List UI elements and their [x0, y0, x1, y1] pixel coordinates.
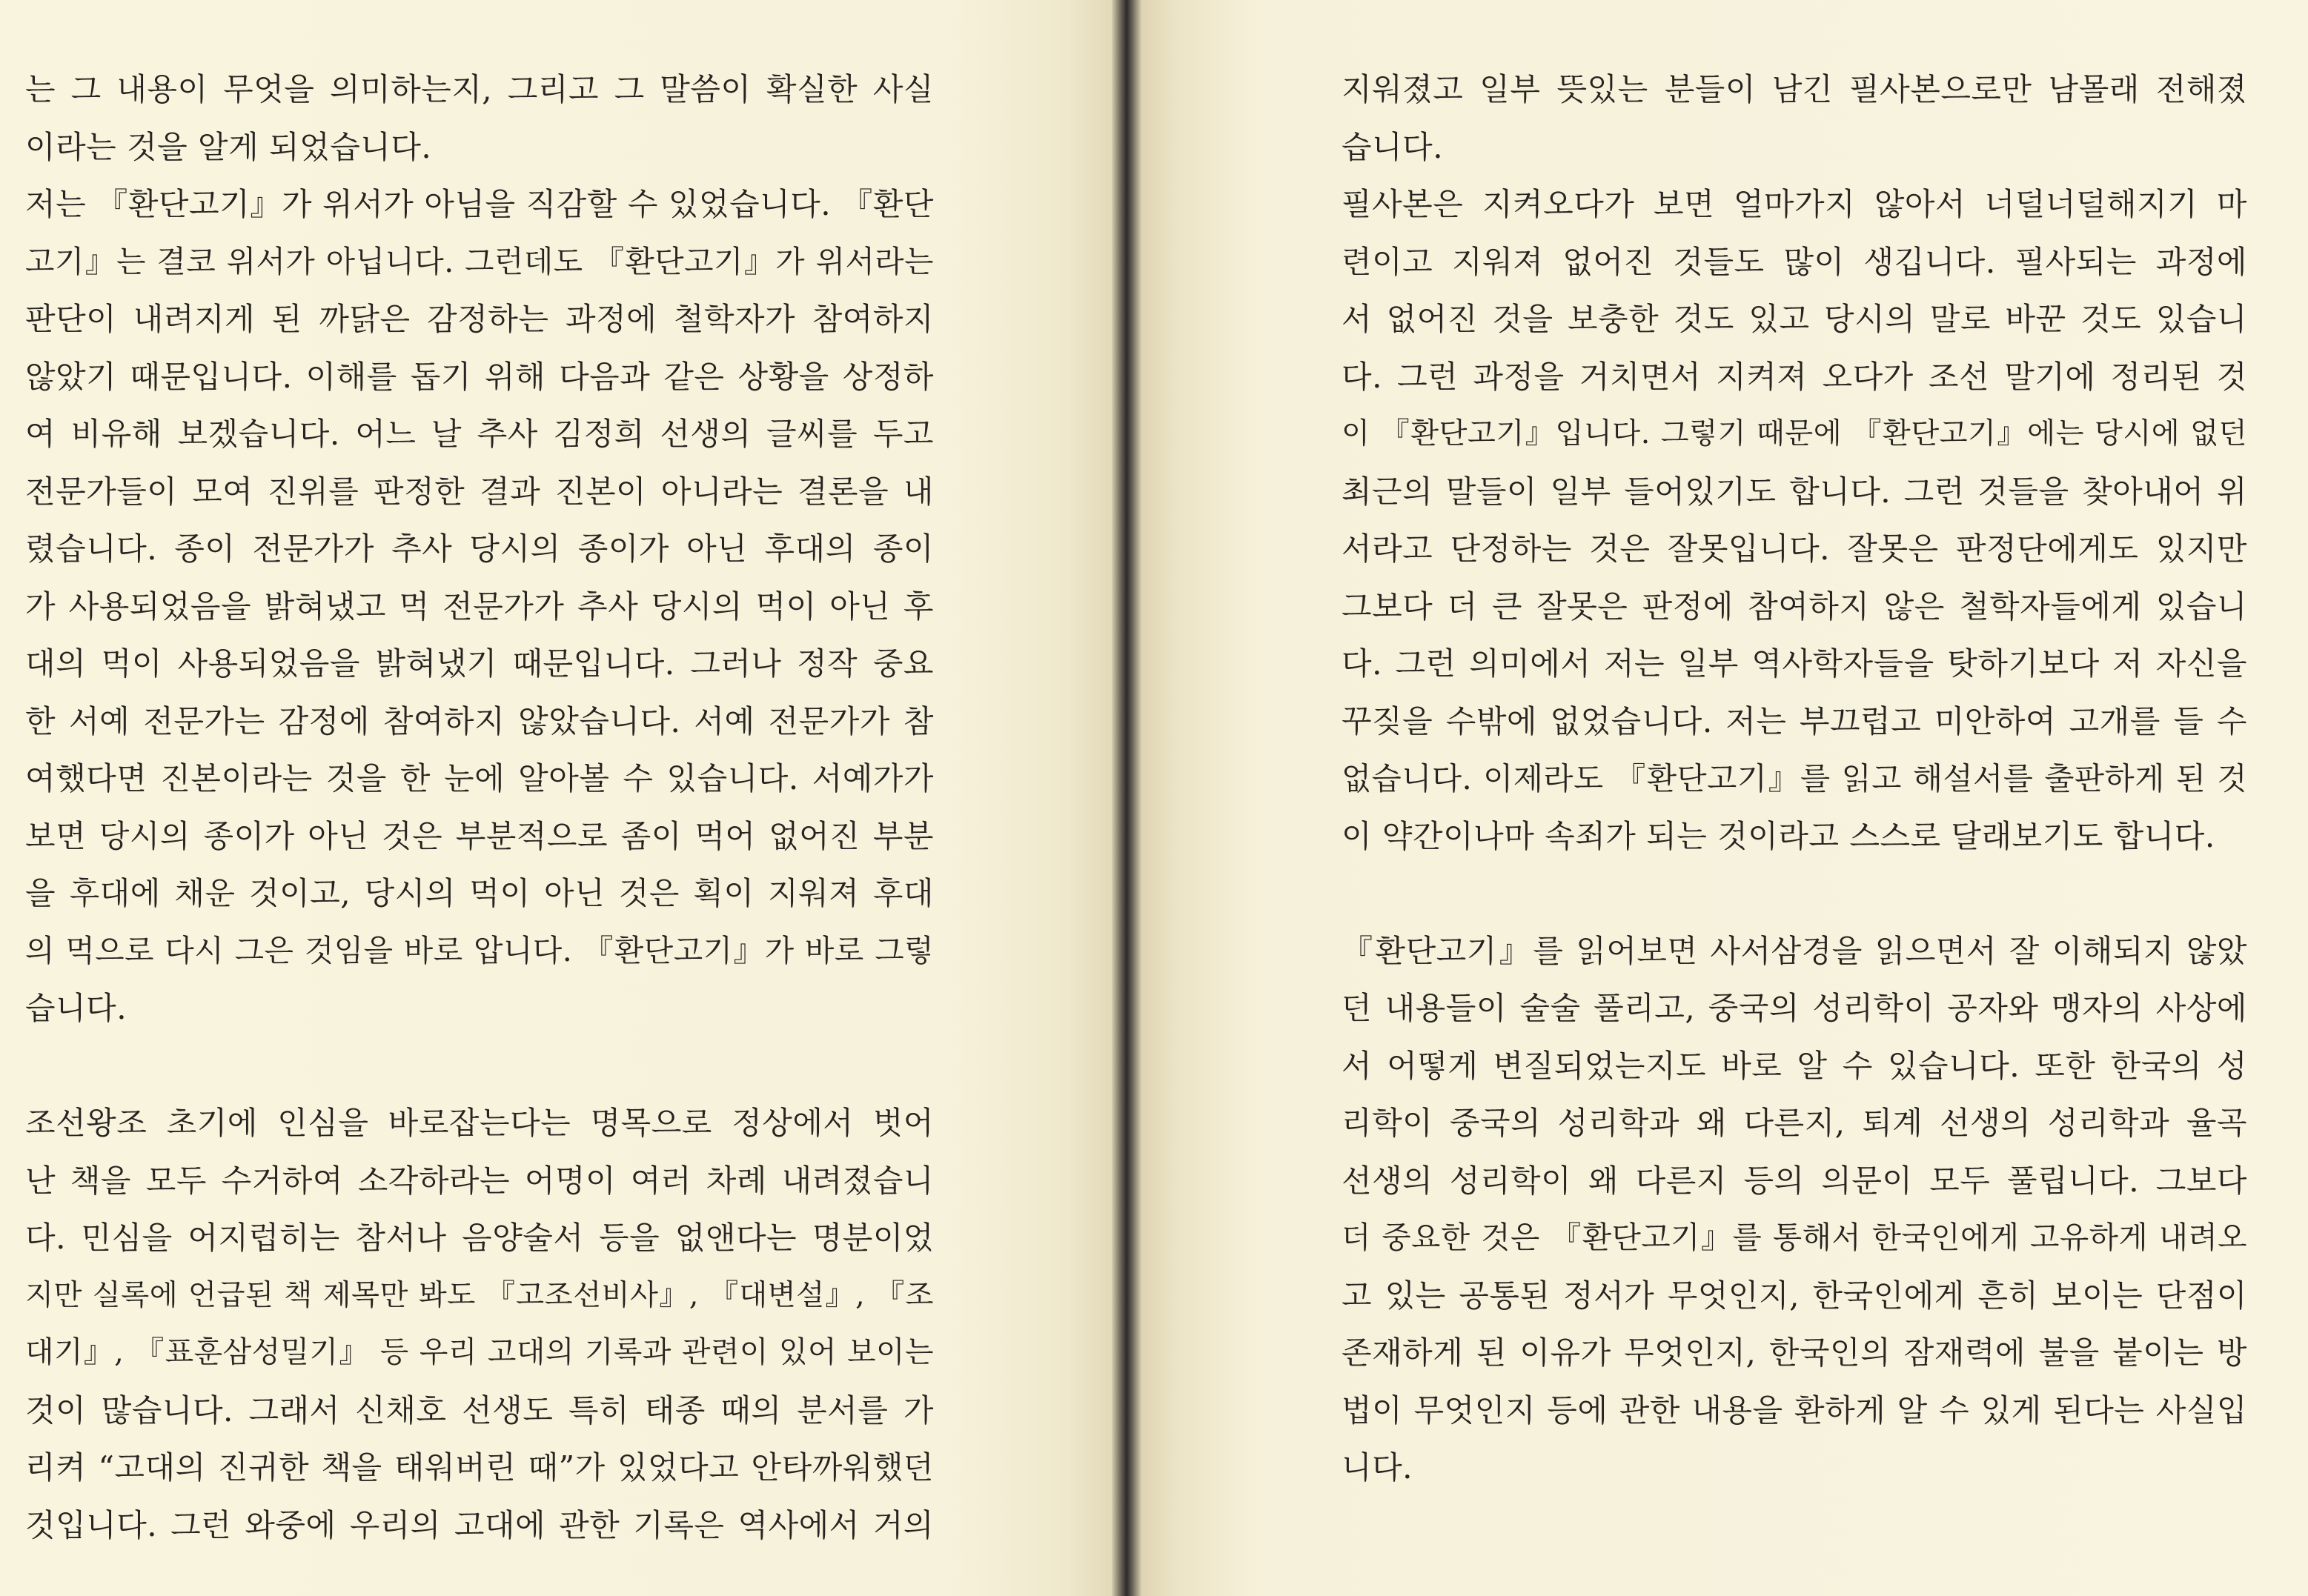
text-line: 서 어떻게 변질되었는지도 바로 알 수 있습니다. 또한 한국의 성 — [1342, 1047, 2247, 1084]
text-line: 리학이 중국의 성리학과 왜 다른지, 퇴계 선생의 성리학과 율곡 — [1342, 1105, 2247, 1141]
text-line: 가 사용되었음을 밝혀냈고 먹 전문가가 추사 당시의 먹이 아닌 후 — [25, 588, 934, 625]
text-line: 이라는 것을 알게 되었습니다. — [25, 128, 432, 165]
text-line: 서 없어진 것을 보충한 것도 있고 당시의 말로 바꾼 것도 있습니 — [1342, 301, 2247, 337]
text-line: 것이 많습니다. 그래서 신채호 선생도 특히 태종 때의 분서를 가 — [25, 1391, 934, 1429]
text-line: 습니다. — [25, 990, 127, 1026]
left-page — [0, 0, 1112, 1596]
text-line — [25, 1037, 934, 1095]
text-line: 렸습니다. 종이 전문가가 추사 당시의 종이가 아닌 후대의 종이 — [25, 531, 934, 567]
text-line: 고 있는 공통된 정서가 무엇인지, 한국인에게 흔히 보이는 단점이 — [1342, 1277, 2247, 1314]
text-line: 보면 당시의 종이가 아닌 것은 부분적으로 좀이 먹어 없어진 부분 — [25, 817, 934, 854]
text-line: 필사본은 지켜오다가 보면 얼마가지 않아서 너덜너덜해지기 마 — [1342, 186, 2247, 222]
text-line: 서라고 단정하는 것은 잘못입니다. 잘못은 판정단에게도 있지만 — [1342, 531, 2247, 567]
text-line — [1342, 865, 2247, 922]
text-line: 전문가들이 모여 진위를 판정한 결과 진본이 아니라는 결론을 내 — [25, 473, 934, 510]
text-line: 존재하게 된 이유가 무엇인지, 한국인의 잠재력에 불을 붙이는 방 — [1342, 1334, 2247, 1371]
text-line: 않았기 때문입니다. 이해를 돕기 위해 다음과 같은 상황을 상정하 — [25, 358, 934, 395]
text-line: 『환단고기』를 읽어보면 사서삼경을 읽으면서 잘 이해되지 않았 — [1342, 932, 2247, 969]
text-line: 대기』, 『표훈삼성밀기』 등 우리 고대의 기록과 관련이 있어 보이는 — [25, 1335, 934, 1369]
text-line: 다. 그런 의미에서 저는 일부 역사학자들을 탓하기보다 저 자신을 — [1342, 645, 2247, 682]
book-spine-gutter — [1112, 0, 1141, 1596]
text-line: 여 비유해 보겠습니다. 어느 날 추사 김정희 선생의 글씨를 두고 — [25, 416, 934, 452]
right-page-text — [1342, 61, 2247, 1497]
text-line: 다. 그런 과정을 거치면서 지켜져 오다가 조선 말기에 정리된 것 — [1342, 358, 2247, 395]
text-line: 더 중요한 것은 『환단고기』를 통해서 한국인에게 고유하게 내려오 — [1342, 1220, 2247, 1255]
text-line: 난 책을 모두 수거하여 소각하라는 어명이 여러 차례 내려졌습니 — [25, 1162, 934, 1199]
text-line: 것입니다. 그런 와중에 우리의 고대에 관한 기록은 역사에서 거의 — [25, 1506, 934, 1543]
text-line: 법이 무엇인지 등에 관한 내용을 환하게 알 수 있게 된다는 사실입 — [1342, 1391, 2247, 1429]
text-line: 대의 먹이 사용되었음을 밝혀냈기 때문입니다. 그러나 정작 중요 — [25, 645, 934, 682]
text-line: 없습니다. 이제라도 『환단고기』를 읽고 해설서를 출판하게 된 것 — [1342, 760, 2247, 797]
text-line: 다. 민심을 어지럽히는 참서나 음양술서 등을 없앤다는 명분이었 — [25, 1220, 934, 1256]
text-line: 고기』는 결코 위서가 아닙니다. 그런데도 『환단고기』가 위서라는 — [25, 243, 934, 279]
text-line: 련이고 지워져 없어진 것들도 많이 생깁니다. 필사되는 과정에 — [1342, 243, 2247, 280]
text-line: 저는 『환단고기』가 위서가 아님을 직감할 수 있었습니다. 『환단 — [25, 186, 934, 222]
text-line: 한 서예 전문가는 감정에 참여하지 않았습니다. 서예 전문가가 참 — [25, 702, 934, 739]
text-line: 던 내용들이 술술 풀리고, 중국의 성리학이 공자와 맹자의 사상에 — [1342, 990, 2247, 1026]
text-line: 꾸짖을 수밖에 없었습니다. 저는 부끄럽고 미안하여 고개를 들 수 — [1342, 702, 2247, 739]
right-page — [1141, 0, 2308, 1596]
left-page-text — [25, 61, 934, 1554]
text-line: 의 먹으로 다시 그은 것임을 바로 압니다. 『환단고기』가 바로 그렇 — [25, 932, 934, 968]
text-line: 판단이 내려지게 된 까닭은 감정하는 과정에 철학자가 참여하지 — [25, 301, 934, 337]
text-line: 그보다 더 큰 잘못은 판정에 참여하지 않은 철학자들에게 있습니 — [1342, 588, 2247, 625]
text-line: 을 후대에 채운 것이고, 당시의 먹이 아닌 것은 획이 지워져 후대 — [25, 875, 934, 911]
text-line: 지워졌고 일부 뜻있는 분들이 남긴 필사본으로만 남몰래 전해졌 — [1342, 71, 2247, 107]
text-line: 습니다. — [1342, 128, 1444, 165]
text-line: 여했다면 진본이라는 것을 한 눈에 알아볼 수 있습니다. 서예가가 — [25, 760, 934, 797]
text-line: 는 그 내용이 무엇을 의미하는지, 그리고 그 말씀이 확실한 사실 — [25, 71, 934, 107]
text-line: 리켜 “고대의 진귀한 책을 태워버린 때”가 있었다고 안타까워했던 — [25, 1449, 934, 1486]
text-line: 이 『환단고기』입니다. 그렇기 때문에 『환단고기』에는 당시에 없던 — [1342, 417, 2247, 450]
text-line: 최근의 말들이 일부 들어있기도 합니다. 그런 것들을 찾아내어 위 — [1342, 473, 2247, 510]
text-line: 조선왕조 초기에 인심을 바로잡는다는 명목으로 정상에서 벗어 — [25, 1105, 934, 1141]
text-line: 니다. — [1342, 1449, 1413, 1486]
text-line: 선생의 성리학이 왜 다른지 등의 의문이 모두 풀립니다. 그보다 — [1342, 1162, 2247, 1199]
text-line: 지만 실록에 언급된 책 제목만 봐도 『고조선비사』, 『대변설』, 『조 — [25, 1277, 934, 1312]
text-line: 이 약간이나마 속죄가 되는 것이라고 스스로 달래보기도 합니다. — [1342, 817, 2215, 854]
